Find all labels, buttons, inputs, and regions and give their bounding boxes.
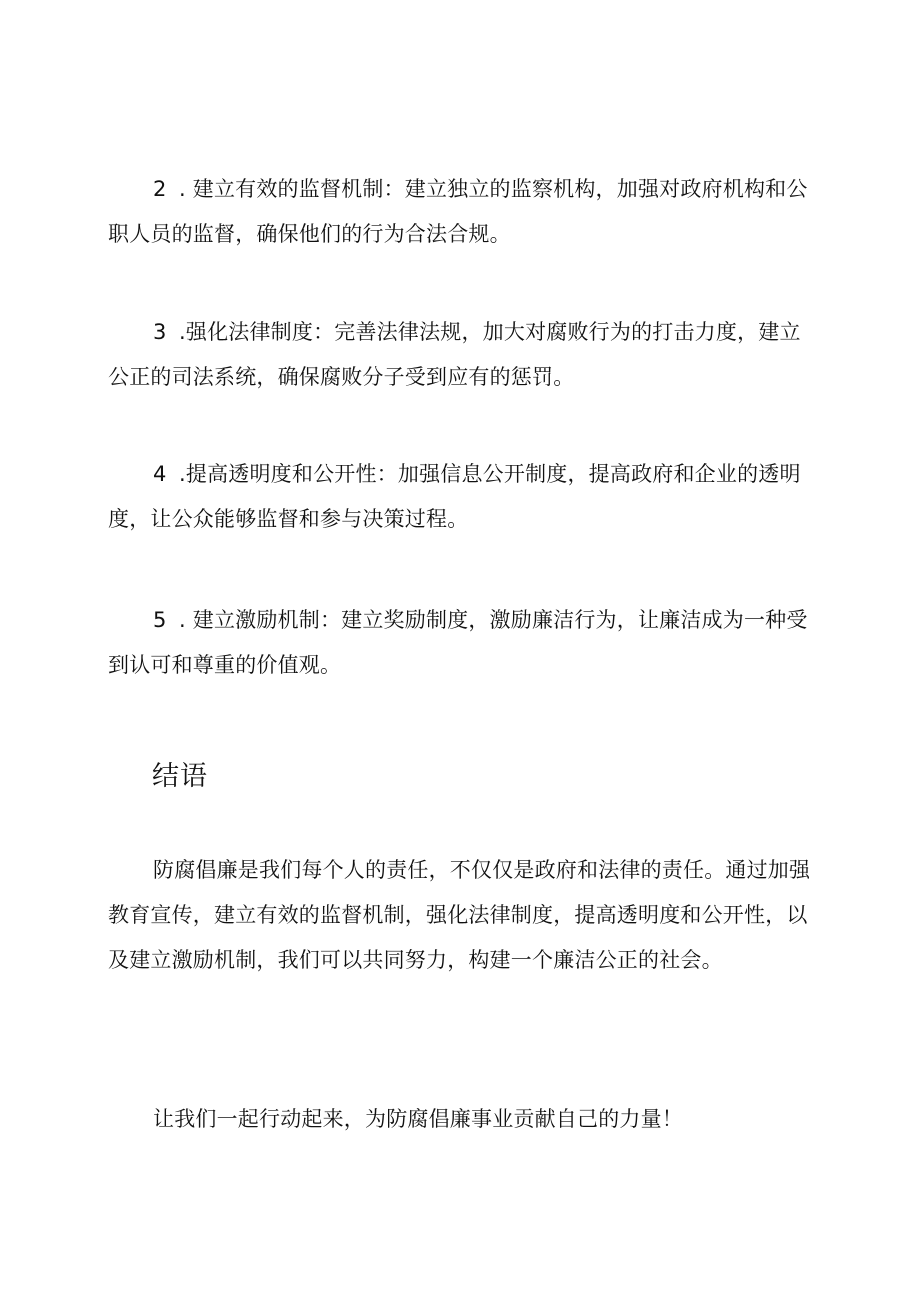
closing-paragraph: 让我们一起行动起来，为防腐倡廉事业贡献自己的力量！	[153, 1107, 683, 1131]
item-text: .强化法律制度：完善法律法规，加大对腐败行为的打击力度，建立公正的司法系统，确保腐败分子受到应有的惩罚。	[108, 320, 801, 389]
list-item-3	[108, 310, 820, 400]
item-number: 4	[153, 462, 167, 486]
item-text: . 建立有效的监督机制：建立独立的监察机构，加强对政府机构和公职人员的监督，确保他们的行为合法合规。	[108, 177, 808, 246]
item-text: . 建立激励机制：建立奖励制度，激励廉洁行为，让廉洁成为一种受到认可和尊重的价值观。	[108, 608, 808, 677]
list-item-4	[108, 452, 820, 542]
list-item-2	[108, 167, 820, 257]
list-item-5	[108, 598, 820, 688]
conclusion-paragraph: 防腐倡廉是我们每个人的责任，不仅仅是政府和法律的责任。通过加强教育宣传，建立有效的监督机制，强化法律制度，提高透明度和公开性，以及建立激励机制，我们可以共同努力，构建一个廉洁公正的社会。	[108, 858, 811, 972]
item-number: 2	[153, 177, 167, 201]
item-number: 3	[153, 320, 167, 344]
item-number: 5	[153, 608, 167, 632]
item-text: .提高透明度和公开性：加强信息公开制度，提高政府和企业的透明度，让公众能够监督和参与决策过程。	[108, 462, 801, 531]
section-heading: 结语	[152, 761, 208, 792]
